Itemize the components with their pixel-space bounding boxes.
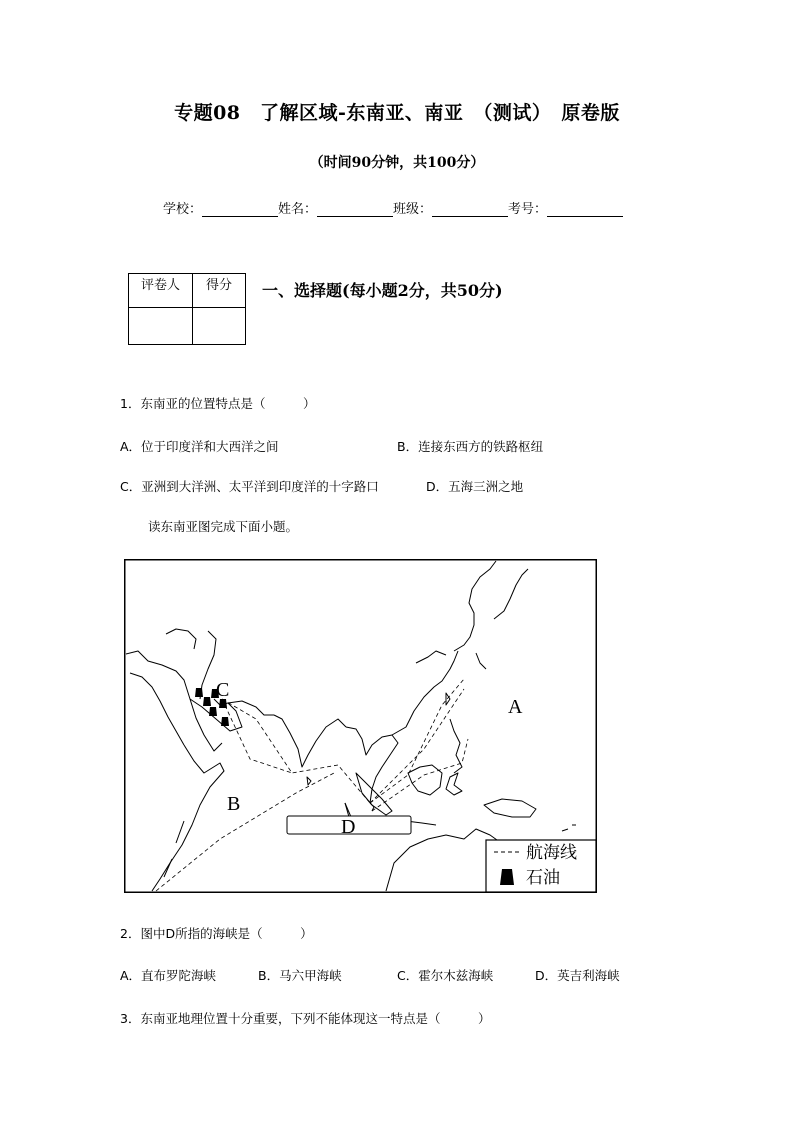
student-info-row (163, 198, 623, 217)
question-1-option-b[interactable]: B．连接东西方的铁路枢纽 (397, 439, 544, 454)
question-2-option-a[interactable]: A．直布罗陀海峡 (120, 968, 217, 983)
name-label: 姓名： (278, 202, 318, 217)
question-2-stem: 2．图中D所指的海峡是（ ） (120, 926, 313, 941)
number-blank[interactable] (547, 202, 623, 217)
label-a: A (508, 696, 523, 718)
grader-header: 评卷人 (129, 274, 193, 308)
oil-icon (195, 688, 203, 697)
school-label: 学校： (163, 202, 203, 217)
question-1-option-a[interactable]: A．位于印度洋和大西洋之间 (120, 439, 279, 454)
legend-oil-label: 石油 (526, 868, 560, 887)
score-cell[interactable] (193, 308, 246, 345)
oil-icon (209, 707, 217, 716)
section-title: 一、选择题(每小题2分，共50分) (262, 281, 503, 300)
grader-cell[interactable] (129, 308, 193, 345)
class-label: 班级： (393, 202, 433, 217)
question-3-stem: 3．东南亚地理位置十分重要，下列不能体现这一特点是（ ） (120, 1011, 491, 1026)
label-b: B (227, 793, 241, 815)
class-blank[interactable] (432, 202, 508, 217)
oil-icon (221, 717, 229, 726)
question-1-option-d[interactable]: D．五海三洲之地 (426, 479, 524, 494)
legend-route-label: 航海线 (526, 843, 577, 862)
school-blank[interactable] (202, 202, 278, 217)
score-header: 得分 (193, 274, 246, 308)
page-title: 专题08 了解区域-东南亚、南亚 （测试） 原卷版 (174, 102, 620, 124)
southeast-asia-map (124, 559, 597, 893)
label-d: D (341, 816, 356, 838)
question-1-option-c[interactable]: C．亚洲到大洋洲、太平洋到印度洋的十字路口 (120, 479, 379, 494)
time-subtitle: （时间90分钟，共100分） (309, 155, 485, 171)
map-intro: 读东南亚图完成下面小题。 (148, 519, 299, 534)
number-label: 考号： (508, 202, 548, 217)
question-1-stem: 1．东南亚的位置特点是（ ） (120, 396, 316, 411)
question-2-option-c[interactable]: C．霍尔木兹海峡 (397, 968, 494, 983)
score-table (128, 273, 246, 345)
question-2-option-b[interactable]: B．马六甲海峡 (258, 968, 342, 983)
oil-icon (203, 697, 211, 706)
name-blank[interactable] (317, 202, 393, 217)
legend-oil-icon (500, 869, 514, 885)
question-2-option-d[interactable]: D．英吉利海峡 (535, 968, 620, 983)
label-c: C (216, 679, 230, 701)
